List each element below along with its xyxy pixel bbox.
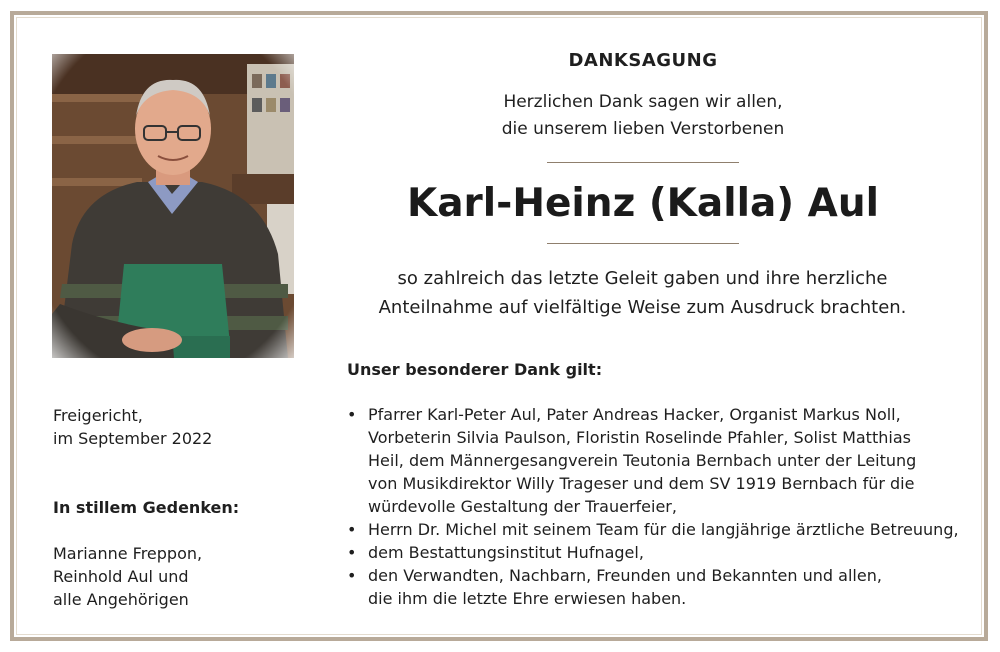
list-item: • Pfarrer Karl-Peter Aul, Pater Andreas Hacker, Organist Markus Noll, Vorbeterin Silvia Paulson, Floristin Roselinde Pfahler, Solist Matthias Heil, dem Männergesangverein Teutonia Bernbach unter der Leitung von Musikdirektor Willy Trageser und dem SV 1919 Bernbach für die würdevolle Gestaltung der Trauerfeier, (345, 403, 985, 518)
list-item: • den Verwandten, Nachbarn, Freunden und Bekannten und allen, die ihm die letzte Ehre erwiesen haben. (345, 564, 985, 610)
intro-text: Herzlichen Dank sagen wir allen, die unserem lieben Verstorbenen (501, 92, 785, 139)
memorial-heading: In stillem Gedenken: (53, 498, 240, 517)
place-date: Freigericht, im September 2022 (53, 406, 213, 448)
thanks-text: so zahlreich das letzte Geleit gaben und ihre herzliche Anteilnahme auf vielfältige Weise zum Ausdruck brachten. (378, 268, 907, 318)
deceased-name: Karl-Heinz (Kalla) Aul (407, 181, 879, 226)
list-item: • Herrn Dr. Michel mit seinem Team für die langjährige ärztliche Betreuung, (345, 518, 985, 541)
portrait-photo (52, 54, 294, 358)
divider-bottom (547, 243, 739, 244)
family-signature: Marianne Freppon, Reinhold Aul und alle Angehörigen (53, 544, 203, 609)
divider-top (547, 162, 739, 163)
list-item: • dem Bestattungsinstitut Hufnagel, (345, 541, 985, 564)
heading: DANKSAGUNG (568, 50, 718, 71)
thanks-list (345, 403, 985, 610)
special-thanks-heading: Unser besonderer Dank gilt: (347, 360, 603, 379)
